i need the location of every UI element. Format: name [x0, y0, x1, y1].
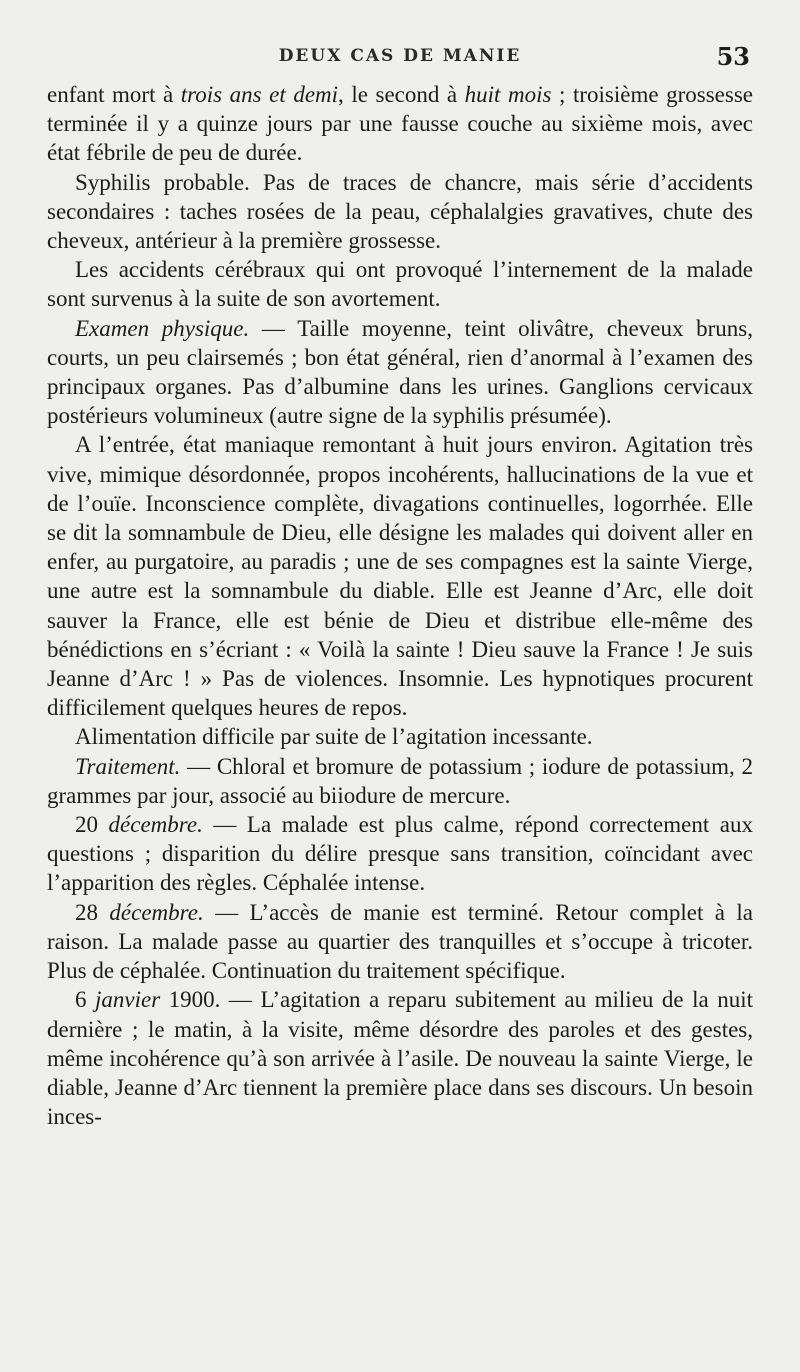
paragraph-8: 20 décembre. — La malade est plus calme, répond correctement aux questions ; disparition du délire presque sans transition, coïncidant avec l’apparition des règles. Céphalée intense.	[47, 812, 753, 896]
body-text	[47, 80, 753, 1131]
paragraph-2: Syphilis probable. Pas de traces de chancre, mais série d’accidents secondaires : taches rosées de la peau, céphalalgies gravatives, chute des cheveux, antérieur à la première grossesse.	[47, 169, 753, 254]
italic-phrase: huit mois	[464, 82, 552, 107]
italic-phrase: trois ans et demi	[180, 82, 339, 107]
paragraph-6: Alimentation difficile par suite de l’agitation incessante.	[75, 724, 593, 750]
section-label: Examen physique.	[75, 315, 250, 341]
page-number: 53	[716, 42, 750, 71]
paragraph-1: enfant mort à trois ans et demi, le second à huit mois ; troisième grossesse terminée il y a quinze jours par une fausse couche au sixième mois, avec état fébrile de peu de durée.	[47, 82, 753, 166]
paragraph-10: 6 janvier 1900. — L’agitation a reparu subitement au milieu de la nuit dernière ; le matin, à la visite, même désordre des paroles et des gestes, même incohérence qu’à son arrivée à l’asile. De nouveau la sainte Vierge, le diable, Jeanne d’Arc tiennent la première place dans ses discours. Un besoin inces-	[47, 987, 754, 1130]
paragraph-9: 28 décembre. — L’accès de manie est terminé. Retour complet à la raison. La malade passe au quartier des tranquilles et s’occupe à tricoter. Plus de céphalée. Continuation du traitement spécifique.	[47, 899, 754, 984]
date-label: décembre.	[109, 899, 204, 925]
paragraph-4: Examen physique. — Taille moyenne, teint olivâtre, cheveux bruns, courts, un peu clairsemés ; bon état général, rien d’anormal à l’examen des principaux organes. Pas d’albumine dans les urines. Ganglions cervicaux postérieurs volumineux (autre signe de la syphilis présumée).	[47, 315, 753, 429]
running-head	[0, 42, 800, 72]
paragraph-3: Les accidents cérébraux qui ont provoqué l’internement de la malade sont survenus à la suite de son avortement.	[47, 257, 753, 312]
date-label: janvier	[95, 987, 161, 1013]
section-label: Traitement.	[75, 753, 181, 779]
running-title: DEUX CAS DE MANIE	[278, 46, 522, 66]
paragraph-5: A l’entrée, état maniaque remontant à huit jours environ. Agitation très vive, mimique désordonnée, propos incohérents, hallucinations de la vue et de l’ouïe. Inconscience complète, divagations continuelles, logorrhée. Elle se dit la somnambule de Dieu, elle désigne les malades qui doivent aller en enfer, au purgatoire, au paradis ; une de ses compagnes est la sainte Vierge, une autre est la somnambule du diable. Elle est Jeanne d’Arc, elle doit sauver la France, elle est bénie de Dieu et distribue elle-même des bénédictions en s’écriant : « Voilà la sainte ! Dieu sauve la France ! Je suis Jeanne d’Arc ! » Pas de violences. Insomnie. Les hypnotiques procurent difficilement quelques heures de repos.	[47, 432, 753, 721]
paragraph-7: Traitement. — Chloral et bromure de potassium ; iodure de potassium, 2 grammes par jour, associé au biiodure de mercure.	[47, 753, 753, 808]
date-label: décembre.	[108, 812, 203, 838]
